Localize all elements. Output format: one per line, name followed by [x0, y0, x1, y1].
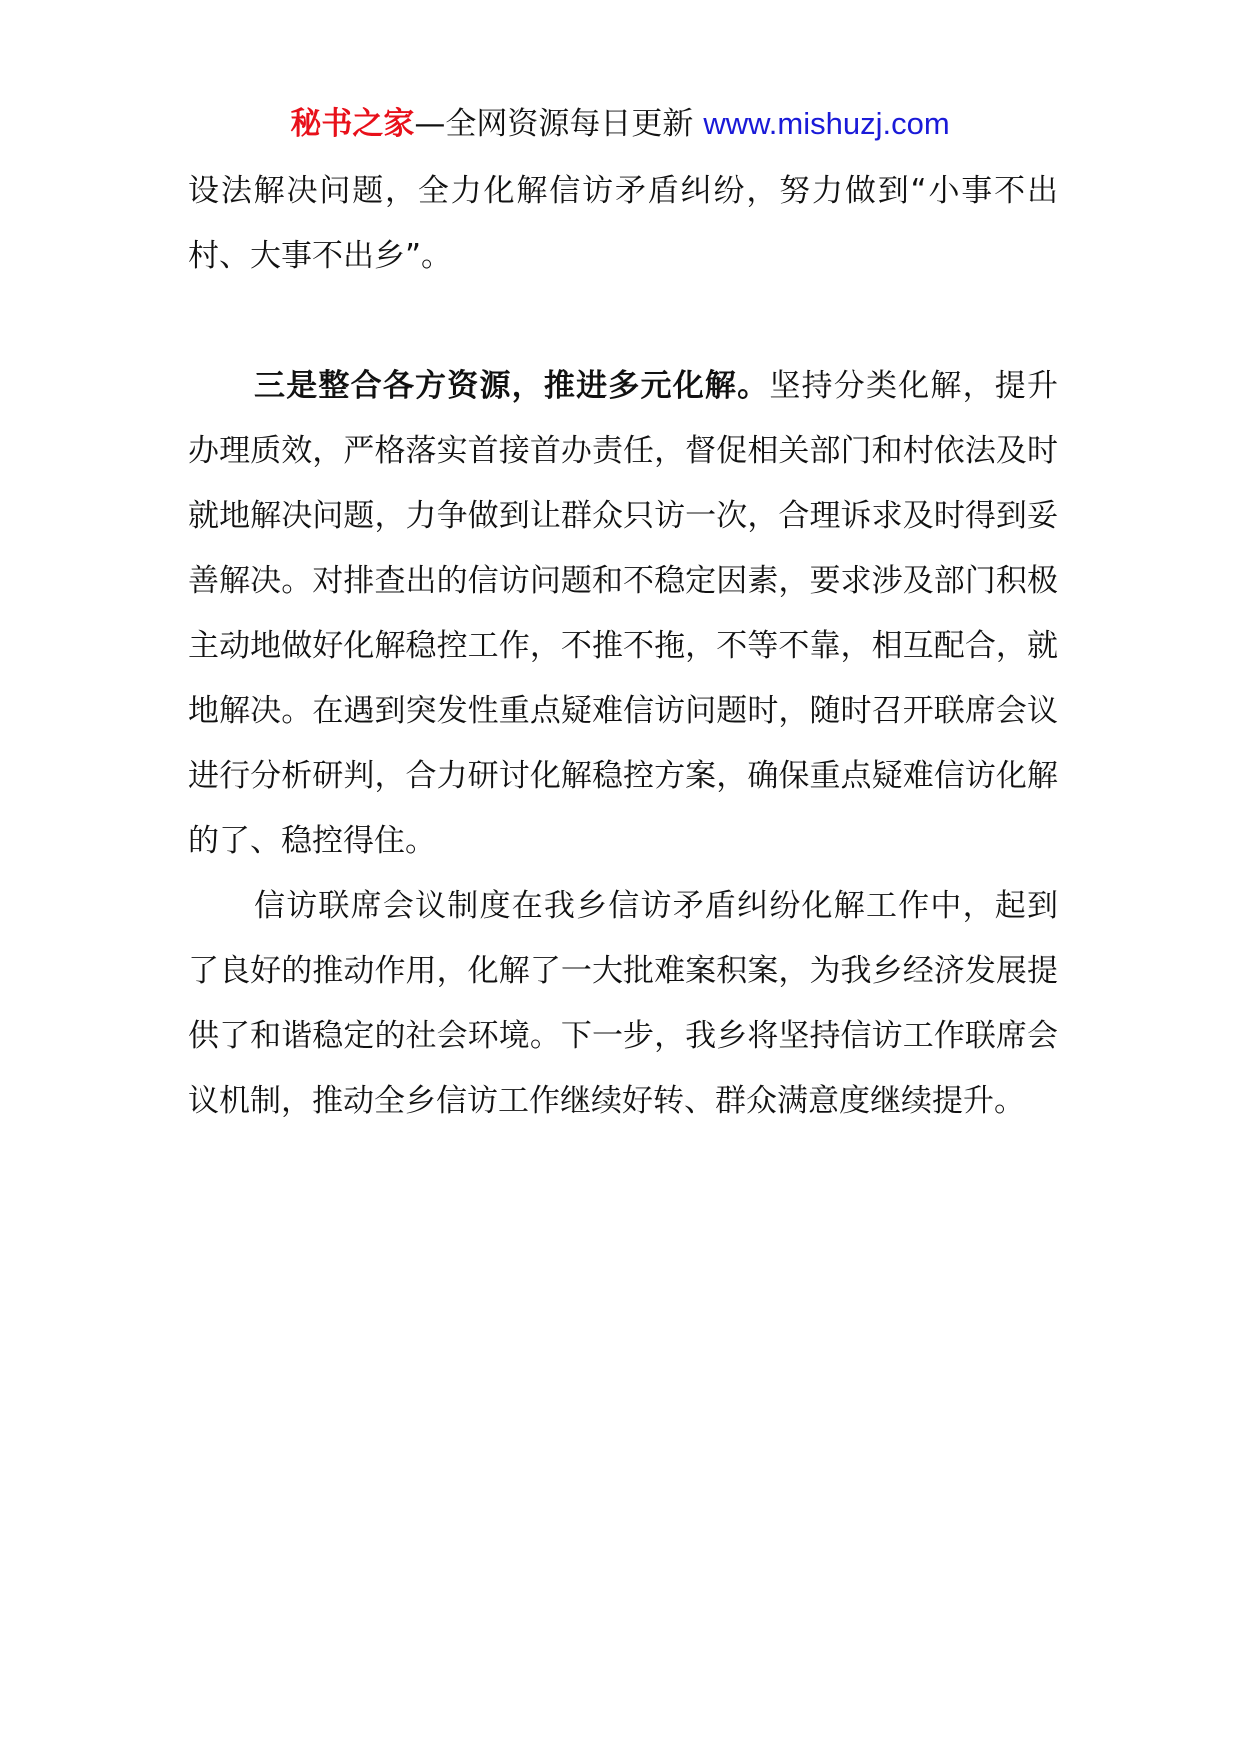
brand-name: 秘书之家	[290, 106, 415, 142]
paragraph-spacer	[188, 289, 1058, 354]
site-tagline: —全网资源每日更新	[414, 106, 694, 142]
paragraph-body-text: 坚持分类化解，提升办理质效，严格落实首接首办责任，督促相关部门和村依法及时就地解决问题，力争做到让群众只访一次，合理诉求及时得到妥善解决。对排查出的信访问题和不稳定因素，要求涉及部门积极主动地做好化解稳控工作，不推不拖，不等不靠，相互配合，就地解决。在遇到突发性重点疑难信访问题时，随时召开联席会议进行分析研判，合力研讨化解稳控方案，确保重点疑难信访化解的了、稳控得住。	[188, 368, 1059, 859]
paragraph-lead-heading: 三是整合各方资源，推进多元化解。	[254, 368, 770, 404]
paragraph-conclusion: 信访联席会议制度在我乡信访矛盾纠纷化解工作中，起到了良好的推动作用，化解了一大批难案积案，为我乡经济发展提供了和谐稳定的社会环境。下一步，我乡将坚持信访工作联席会议机制，推动全乡信访工作继续好转、群众满意度继续提升。	[188, 888, 1058, 1119]
paragraph-continuation: 设法解决问题，全力化解信访矛盾纠纷，努力做到“小事不出村、大事不出乡”。	[188, 173, 1058, 274]
site-header	[0, 100, 1240, 148]
document-body	[188, 159, 1058, 1134]
site-url-link[interactable]: www.mishuzj.com	[703, 106, 950, 141]
paragraph-measure-three	[188, 354, 1058, 874]
